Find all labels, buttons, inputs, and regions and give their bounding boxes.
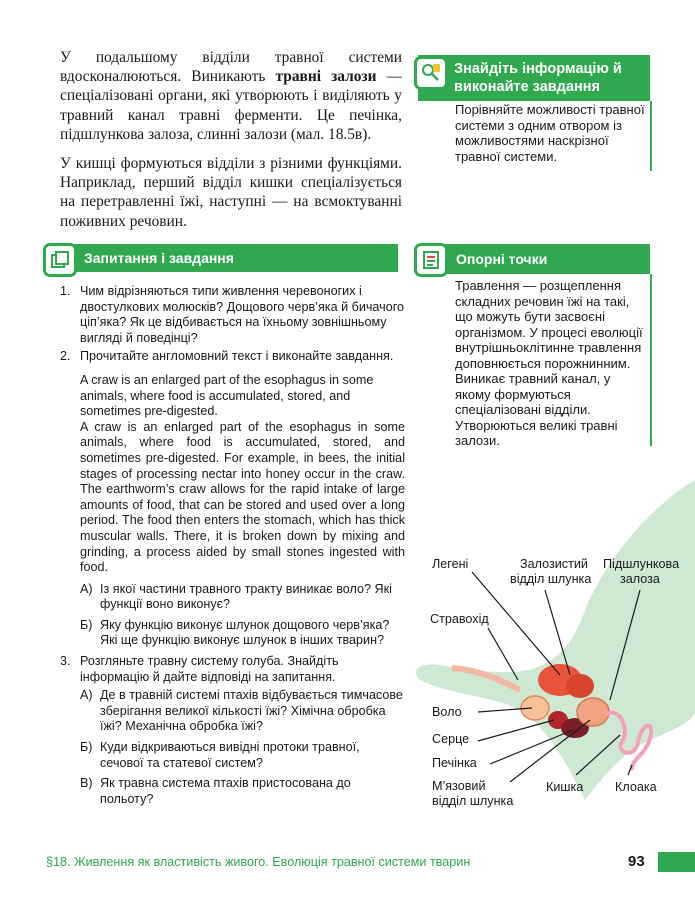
key-points-header <box>418 244 650 274</box>
question-2-a: А) Із якої частини травного тракту виникає воло? Які функції воно виконує? <box>80 581 392 612</box>
key-points-divider <box>650 274 652 446</box>
label-pancreas-1: Підшлункова <box>603 557 680 571</box>
label-lungs: Легені <box>432 557 469 571</box>
question-2: 2. Прочитайте англомовний текст і виконайте завдання. <box>60 349 394 364</box>
label-craw: Воло <box>432 705 462 719</box>
intro-paragraph-2: У кишці формуються відділи з різними функціями. Наприклад, перший відділ кишки спеціалізується на перетравленні їжі, наступні — на всмоктуванні поживних речовин. <box>60 155 402 230</box>
label-glandular-stomach-1: Залозистий <box>520 557 588 571</box>
label-intestine: Кишка <box>546 780 584 794</box>
questions-title: Запитання і завдання <box>84 250 234 266</box>
key-points-title: Опорні точки <box>456 251 548 267</box>
question-3-a: А) Де в травній системі птахів відбувається тимчасове зберігання великої кількості їжі? Хімічна обробка їжі? Механічна обробка їжі? <box>80 688 403 734</box>
footer-chapter-title: §18. Живлення як властивість живого. Еволюція травної системи тварин <box>46 855 471 869</box>
search-info-icon <box>414 56 448 90</box>
page-number-bar <box>658 852 695 872</box>
questions-header <box>46 244 398 272</box>
key-points-text: Травлення — розщеплення складних речовин їжі на такі, що можуть бути засвоєні організмом. У процесі еволюції внутрішньоклітинне травлення доповнюється порожнинним. Виникає травний канал, у якому формуються спеціалізовані відділи. Утворюються великі травні залози. <box>455 278 643 448</box>
question-3: 3. Розгляньте травну систему голуба. Знайдіть інформацію й дайте відповіді на запитання. <box>60 654 339 684</box>
find-info-text: Порівняйте можливості травної системи з одним отвором із можливостями наскрізної травної системи. <box>455 102 645 164</box>
label-pancreas-2: залоза <box>620 572 660 586</box>
label-heart: Серце <box>432 732 470 746</box>
questions-icon <box>43 243 77 277</box>
intro-text <box>60 48 402 241</box>
questions-list <box>60 284 405 812</box>
label-glandular-stomach-2: відділ шлунка <box>510 572 592 586</box>
question-2-b: Б) Яку функцію виконує шлунок дощового черв’яка? Які ще функцію виконує шлунок в інших тварин? <box>80 617 390 648</box>
question-3-c: В) Як травна система птахів пристосована до польоту? <box>80 776 351 806</box>
question-3-b: Б) Куди відкриваються вивідні протоки травної, сечової та статевої систем? <box>80 740 360 770</box>
page-number: 93 <box>628 853 645 870</box>
question-1: 1. Чим відрізняються типи живлення черевоногих і двостулкових молюсків? Дощового черв’яка й бичачого ціп’яка? Як це відбивається на їхньому зовнішньому вигляді й поведінці? <box>60 284 405 345</box>
english-paragraph-short: A craw is an enlarged part of the esophagus in some animals, where food is accumulated, stored, and sometimes pre-digested. <box>80 372 374 419</box>
intro-paragraph-1: У подальшому відділи травної системи вдосконалюються. Виникають травні залози — спеціалізовані органи, які утворюють і виділяють у травний канал травні ферменти. Це печінка, підшлункова залоза, слинні залози (мал. 18.5в). <box>60 49 402 143</box>
term-digestive-glands: травні залози <box>275 68 377 86</box>
label-esophagus: Стравохід <box>430 612 489 626</box>
label-muscular-stomach-2: відділ шлунка <box>432 794 514 808</box>
pigeon-digestive-figure <box>410 480 695 820</box>
english-paragraph-long: A craw is an enlarged part of the esophagus in some animals, where food is accumulated, stored, and sometimes pre-digested. For example, in bees, the initial stages of processing nectar into honey occur in the craw. The earthworm’s craw allows for the rapid intake of large amounts of food, that can be stored and used over a long period. The food then enters the stomach, which has thick muscular walls. There, it is broken down by mixing and grinding, a process aided by small stones ingested with food. <box>80 419 405 575</box>
english-text <box>60 373 405 576</box>
find-info-divider <box>650 101 652 171</box>
gizzard-shape <box>577 698 609 726</box>
find-info-header <box>418 55 650 101</box>
bird-silhouette <box>416 480 695 800</box>
find-info-title: Знайдіть інформацію й виконайте завдання <box>454 61 622 95</box>
label-muscular-stomach-1: М’язовий <box>432 779 486 793</box>
lungs-shape-2 <box>566 674 594 698</box>
checklist-icon <box>414 243 448 277</box>
label-cloaca: Клоака <box>615 780 657 794</box>
label-liver: Печінка <box>432 756 477 770</box>
